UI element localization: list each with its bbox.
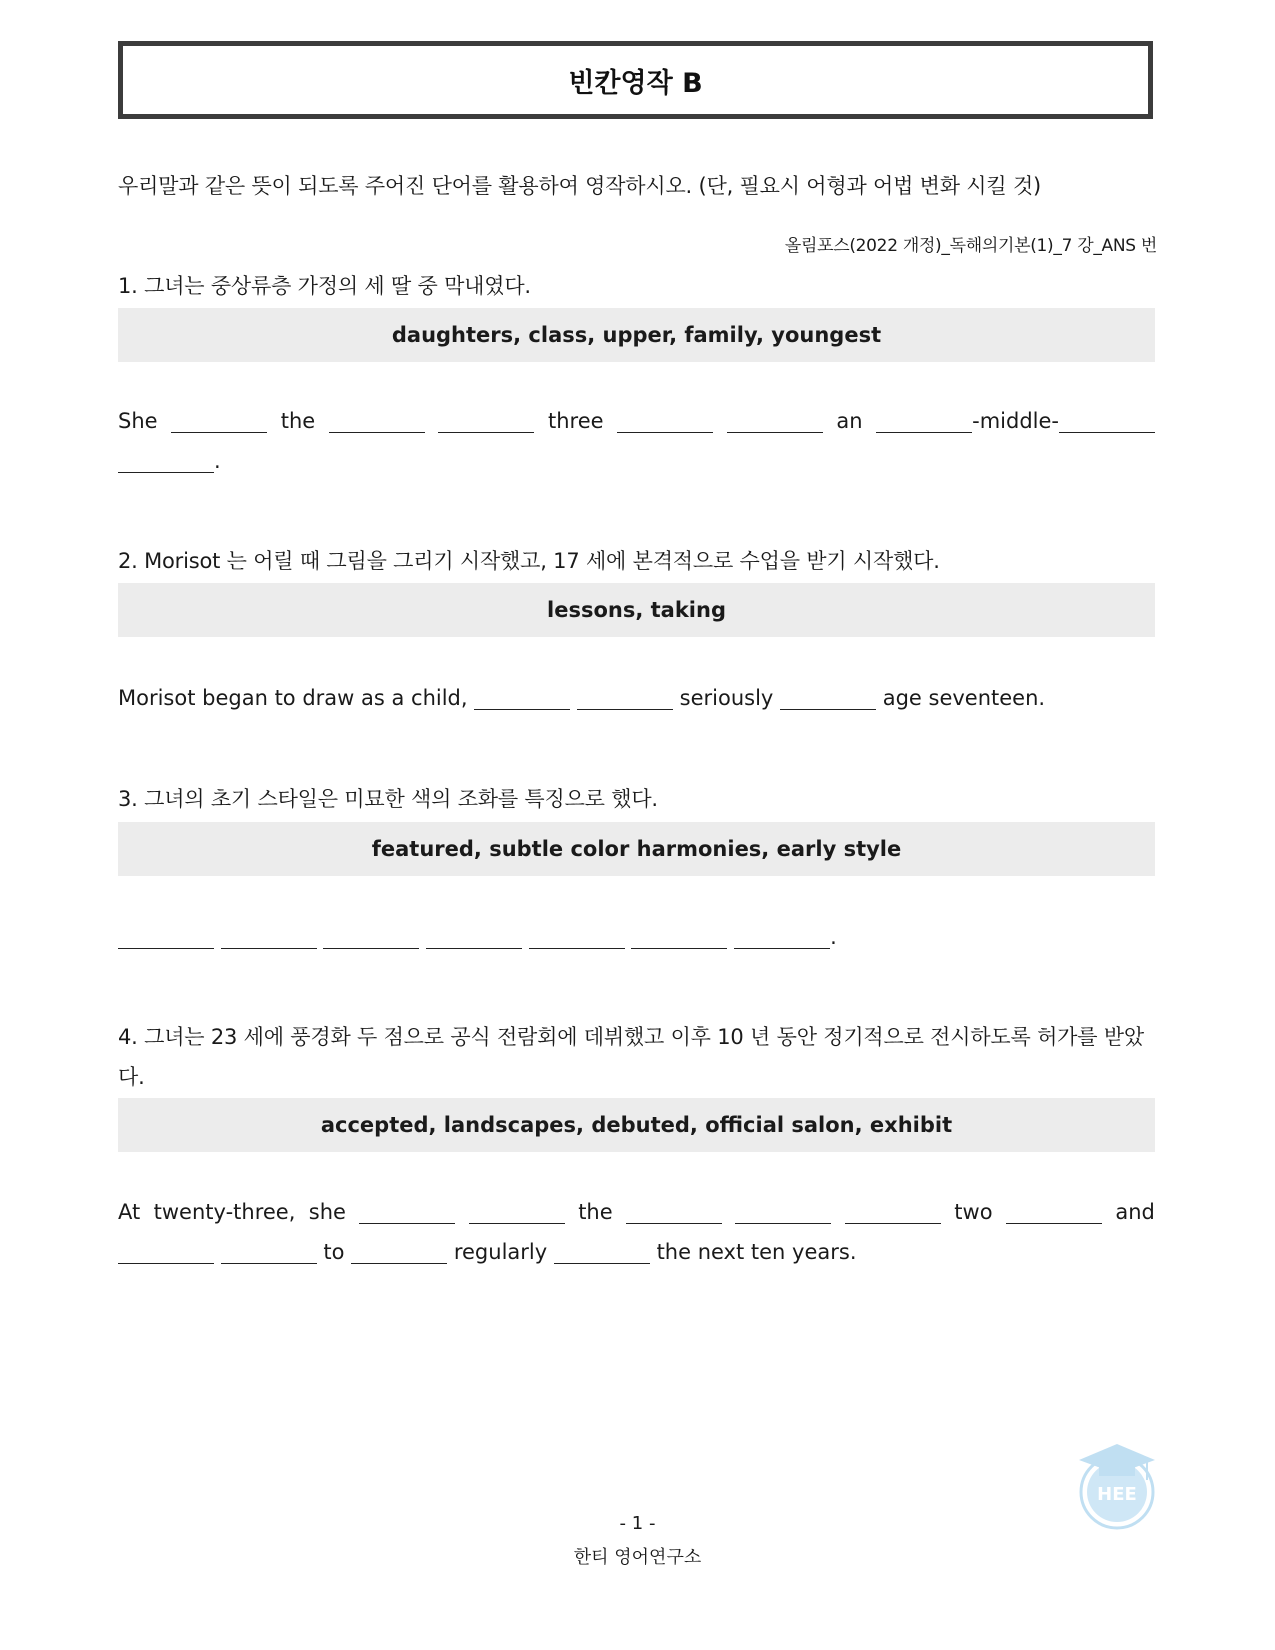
answer-blank[interactable] [171,404,267,433]
question-2-answer [118,678,1155,718]
word: She [118,409,158,433]
page-number: - 1 - [619,1513,656,1534]
word: At [118,1200,141,1224]
word: . [830,925,837,949]
question-3-hint: featured, subtle color harmonies, early style [118,822,1155,876]
question-4-answer [118,1192,1155,1272]
answer-blank[interactable] [845,1195,941,1224]
word: an [836,409,863,433]
answer-blank[interactable] [780,681,876,710]
footer-text: 한티 영어연구소 [573,1547,702,1568]
hee-logo-icon [1075,1440,1160,1530]
answer-blank[interactable] [118,920,214,949]
word: two [954,1200,993,1224]
answer-blank[interactable] [469,1195,565,1224]
answer-blank[interactable] [735,1195,831,1224]
question-3-prompt: 3. 그녀의 초기 스타일은 미묘한 색의 조화를 특징으로 했다. [118,787,658,811]
answer-blank[interactable] [221,1235,317,1264]
answer-blank[interactable] [876,404,972,433]
answer-blank[interactable] [438,404,534,433]
word: she [308,1200,346,1224]
answer-blank[interactable] [323,920,419,949]
answer-blank[interactable] [727,404,823,433]
page-title: 빈칸영작 B [118,41,1153,119]
answer-blank[interactable] [474,681,570,710]
word: the [280,409,316,433]
answer-blank[interactable] [221,920,317,949]
answer-blank[interactable] [626,1195,722,1224]
question-4-prompt: 4. 그녀는 23 세에 풍경화 두 점으로 공식 전람회에 데뷔했고 이후 10 년 동안 정기적으로 전시하도록 허가를 받았다. [118,1025,1144,1089]
question-3-answer [118,917,1155,957]
word: three [548,409,604,433]
word: to [323,1240,345,1264]
word: the [578,1200,613,1224]
answer-blank[interactable] [351,1235,447,1264]
question-1-prompt: 1. 그녀는 중상류층 가정의 세 딸 중 막내였다. [118,274,531,298]
answer-blank[interactable] [631,920,727,949]
answer-blank[interactable] [577,681,673,710]
answer-blank[interactable] [554,1235,650,1264]
answer-blank[interactable] [359,1195,455,1224]
answer-blank[interactable] [426,920,522,949]
question-1-hint: daughters, class, upper, family, youngest [118,308,1155,362]
answer-blank[interactable] [118,1235,214,1264]
answer-blank[interactable] [617,404,713,433]
source-reference: 올림포스(2022 개정)_독해의기본(1)_7 강_ANS 번 [784,236,1157,256]
answer-blank[interactable] [1059,404,1155,433]
instruction-text: 우리말과 같은 뜻이 되도록 주어진 단어를 활용하여 영작하시오. (단, 필요시 어형과 어법 변화 시킬 것) [118,174,1042,198]
word: twenty-three, [153,1200,296,1224]
question-2-hint: lessons, taking [118,583,1155,637]
answer-blank[interactable] [734,920,830,949]
question-2-prompt: 2. Morisot 는 어릴 때 그림을 그리기 시작했고, 17 세에 본격적으로 수업을 받기 시작했다. [118,549,940,573]
logo-text: HEE [1097,1484,1137,1505]
answer-blank[interactable] [329,404,425,433]
word: Morisot began to draw as a child, [118,686,468,710]
question-1-answer [118,401,1155,481]
word: -middle- [972,409,1059,433]
word: regularly [453,1240,548,1264]
word: and [1115,1200,1155,1224]
answer-blank[interactable] [529,920,625,949]
word: . [214,449,221,473]
word: the next ten years. [656,1240,857,1264]
answer-blank[interactable] [118,444,214,473]
word: seriously [679,686,774,710]
word: age seventeen. [882,686,1046,710]
question-4-hint: accepted, landscapes, debuted, official salon, exhibit [118,1098,1155,1152]
answer-blank[interactable] [1006,1195,1102,1224]
